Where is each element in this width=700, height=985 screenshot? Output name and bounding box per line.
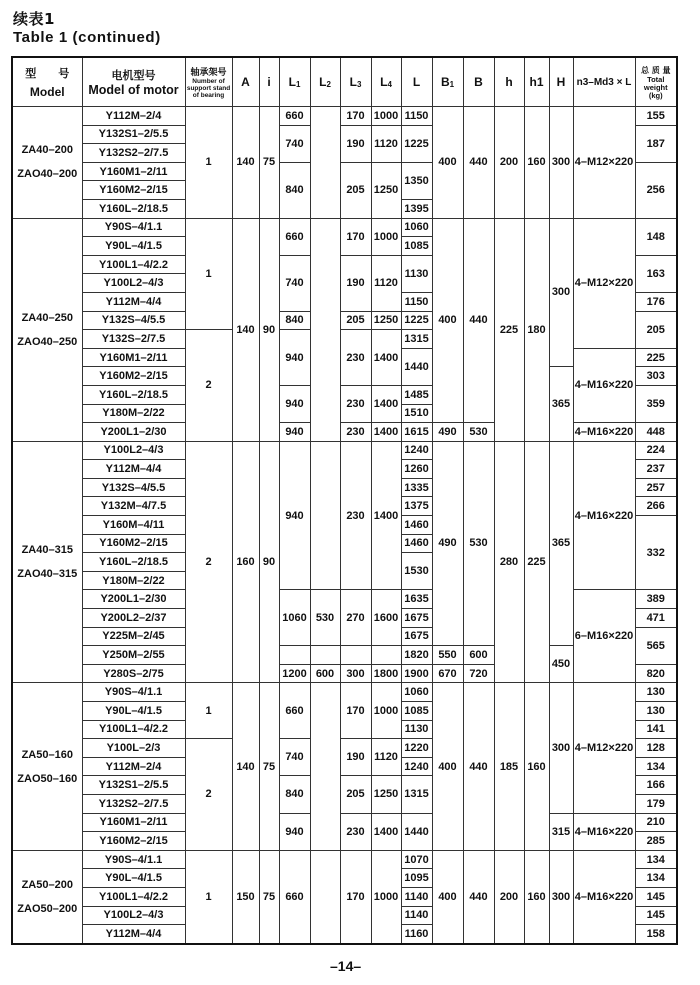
l1-cell: 940 [279, 441, 310, 590]
table-header-row [12, 57, 677, 107]
a-cell: 150 [232, 850, 259, 943]
motor-model-cell: Y200L1–2/30 [82, 590, 185, 609]
b1-cell: 400 [432, 683, 463, 850]
b-cell: 530 [463, 441, 494, 646]
l3-cell: 170 [340, 683, 371, 739]
h-cell: 300 [549, 218, 573, 367]
l1-cell: 660 [279, 683, 310, 739]
motor-model-cell: Y132S2–2/7.5 [82, 144, 185, 163]
header-L2: $L_2$ [310, 57, 340, 107]
motor-model-cell: Y160M1–2/11 [82, 348, 185, 367]
w-cell: 266 [635, 497, 677, 516]
b1-cell: 400 [432, 850, 463, 943]
h-cell: 365 [549, 367, 573, 441]
l-cell: 1675 [401, 627, 432, 646]
l2-cell [310, 646, 340, 665]
l4-cell: 1400 [371, 423, 401, 442]
header-total-weight: 总 质 量 Total weight (kg) [635, 57, 677, 107]
l3-cell: 190 [340, 255, 371, 311]
motor-model-cell: Y112M–2/4 [82, 757, 185, 776]
b1-cell: 490 [432, 423, 463, 442]
motor-model-cell: Y90S–4/1.1 [82, 218, 185, 237]
l-cell: 1225 [401, 125, 432, 162]
l3-cell: 230 [340, 813, 371, 850]
h-cell: 185 [494, 683, 524, 850]
specification-table [11, 56, 678, 945]
w-cell: 155 [635, 107, 677, 126]
b-cell: 440 [463, 850, 494, 943]
l4-cell: 1120 [371, 255, 401, 311]
motor-model-cell: Y132S–4/5.5 [82, 311, 185, 330]
l1-cell: 940 [279, 813, 310, 850]
h-cell: 450 [549, 646, 573, 683]
motor-model-cell: Y112M–4/4 [82, 925, 185, 944]
w-cell: 134 [635, 757, 677, 776]
l-cell: 1460 [401, 534, 432, 553]
h-cell: 200 [494, 107, 524, 219]
bearing-cell: 1 [185, 218, 232, 330]
w-cell: 145 [635, 887, 677, 906]
l-cell: 1315 [401, 776, 432, 813]
motor-model-cell: Y100L1–4/2.2 [82, 720, 185, 739]
l2-cell [310, 218, 340, 441]
h-cell: 300 [549, 683, 573, 813]
l1-cell: 660 [279, 850, 310, 943]
l4-cell: 1000 [371, 850, 401, 943]
table-row [12, 423, 677, 442]
motor-model-cell: Y160M1–2/11 [82, 162, 185, 181]
n3-cell: 4–M12×220 [573, 683, 635, 813]
model-name: ZA50–160 [21, 748, 73, 761]
h1-cell: 225 [524, 441, 549, 683]
l-cell: 1160 [401, 925, 432, 944]
l3-cell: 170 [340, 850, 371, 943]
l4-cell: 1400 [371, 813, 401, 850]
model-cell [12, 850, 82, 943]
l1-cell: 840 [279, 311, 310, 330]
l-cell: 1900 [401, 664, 432, 683]
l3-cell: 170 [340, 218, 371, 255]
header-model: 型 号 Model [12, 57, 82, 107]
l1-cell: 740 [279, 125, 310, 162]
bearing-cell: 2 [185, 441, 232, 683]
motor-model-cell: Y180M–2/22 [82, 404, 185, 423]
motor-model-cell: Y200L1–2/30 [82, 423, 185, 442]
l-cell: 1240 [401, 757, 432, 776]
motor-model-cell: Y112M–2/4 [82, 107, 185, 126]
table-row [12, 850, 677, 869]
header-L4: $L_4$ [371, 57, 401, 107]
motor-model-cell: Y100L1–4/2.2 [82, 255, 185, 274]
model-name: ZAO40–315 [17, 568, 78, 581]
table-row [12, 107, 677, 126]
l-cell: 1150 [401, 107, 432, 126]
l-cell: 1335 [401, 478, 432, 497]
motor-model-cell: Y100L2–4/3 [82, 441, 185, 460]
model-name: ZA50–200 [21, 878, 73, 891]
header-B1: $B_1$ [432, 57, 463, 107]
motor-model-cell: Y250M–2/55 [82, 646, 185, 665]
bearing-cell: 2 [185, 330, 232, 442]
l3-cell: 170 [340, 107, 371, 126]
l-cell: 1240 [401, 441, 432, 460]
l4-cell: 1250 [371, 776, 401, 813]
w-cell: 303 [635, 367, 677, 386]
header-B: B [463, 57, 494, 107]
l3-cell: 230 [340, 330, 371, 386]
l-cell: 1130 [401, 255, 432, 292]
table-row [12, 441, 677, 460]
table-row [12, 590, 677, 609]
header-bearing-stand: 轴承架号 Number of support stand of bearing [185, 57, 232, 107]
l-cell: 1070 [401, 850, 432, 869]
motor-model-cell: Y90L–4/1.5 [82, 869, 185, 888]
l-cell: 1440 [401, 348, 432, 385]
w-cell: 179 [635, 794, 677, 813]
motor-model-cell: Y225M–2/45 [82, 627, 185, 646]
l4-cell [371, 646, 401, 665]
table-row [12, 683, 677, 702]
i-cell: 90 [259, 441, 279, 683]
b-cell: 440 [463, 683, 494, 850]
l-cell: 1060 [401, 218, 432, 237]
b-cell: 440 [463, 107, 494, 219]
l1-cell: 740 [279, 739, 310, 776]
a-cell: 140 [232, 218, 259, 441]
motor-model-cell: Y100L–2/3 [82, 739, 185, 758]
header-i: i [259, 57, 279, 107]
w-cell: 285 [635, 832, 677, 851]
w-cell: 332 [635, 516, 677, 590]
l3-cell: 300 [340, 664, 371, 683]
l1-cell: 740 [279, 255, 310, 311]
a-cell: 140 [232, 107, 259, 219]
w-cell: 359 [635, 385, 677, 422]
w-cell: 205 [635, 311, 677, 348]
h1-cell: 160 [524, 850, 549, 943]
motor-model-cell: Y132S2–2/7.5 [82, 794, 185, 813]
l-cell: 1085 [401, 237, 432, 256]
header-A: A [232, 57, 259, 107]
model-name: ZAO40–250 [17, 335, 78, 348]
w-cell: 224 [635, 441, 677, 460]
b-cell: 440 [463, 218, 494, 423]
l4-cell: 1000 [371, 107, 401, 126]
l4-cell: 1600 [371, 590, 401, 646]
w-cell: 166 [635, 776, 677, 795]
l2-cell [310, 683, 340, 850]
l-cell: 1095 [401, 869, 432, 888]
l2-cell [310, 441, 340, 590]
w-cell: 145 [635, 906, 677, 925]
motor-model-cell: Y160M–4/11 [82, 516, 185, 535]
n3-cell: 4–M16×220 [573, 813, 635, 850]
l-cell: 1150 [401, 292, 432, 311]
header-bolts: n3–Md3 × L [573, 57, 635, 107]
bearing-cell: 2 [185, 739, 232, 851]
b1-cell: 490 [432, 441, 463, 646]
l4-cell: 1000 [371, 683, 401, 739]
n3-cell: 4–M12×220 [573, 218, 635, 348]
page-number: –14– [330, 958, 362, 974]
w-cell: 130 [635, 702, 677, 721]
l4-cell: 1000 [371, 218, 401, 255]
b-cell: 600 [463, 646, 494, 665]
w-cell: 158 [635, 925, 677, 944]
motor-model-cell: Y90S–4/1.1 [82, 850, 185, 869]
a-cell: 140 [232, 683, 259, 850]
motor-model-cell: Y90S–4/1.1 [82, 683, 185, 702]
model-name: ZAO50–160 [17, 772, 78, 785]
l3-cell: 205 [340, 776, 371, 813]
table-title-chinese: 续表1 [13, 10, 55, 28]
i-cell: 75 [259, 683, 279, 850]
motor-model-cell: Y160M2–2/15 [82, 832, 185, 851]
table-title-english: Table 1 (continued) [13, 29, 161, 46]
motor-model-cell: Y180M–2/22 [82, 571, 185, 590]
b-cell: 720 [463, 664, 494, 683]
l-cell: 1225 [401, 311, 432, 330]
l-cell: 1510 [401, 404, 432, 423]
motor-model-cell: Y132M–4/7.5 [82, 497, 185, 516]
motor-model-cell: Y132S1–2/5.5 [82, 125, 185, 144]
l-cell: 1635 [401, 590, 432, 609]
table-row [12, 813, 677, 832]
motor-model-cell: Y160M2–2/15 [82, 534, 185, 553]
h-cell: 225 [494, 218, 524, 441]
l4-cell: 1250 [371, 311, 401, 330]
l-cell: 1130 [401, 720, 432, 739]
l-cell: 1220 [401, 739, 432, 758]
i-cell: 75 [259, 850, 279, 943]
motor-model-cell: Y160M2–2/15 [82, 181, 185, 200]
l4-cell: 1250 [371, 162, 401, 218]
h-cell: 280 [494, 441, 524, 683]
l1-cell: 1200 [279, 664, 310, 683]
l1-cell: 940 [279, 423, 310, 442]
l3-cell: 205 [340, 311, 371, 330]
l3-cell: 270 [340, 590, 371, 646]
motor-model-cell: Y90L–4/1.5 [82, 702, 185, 721]
l3-cell: 190 [340, 125, 371, 162]
model-cell [12, 441, 82, 683]
model-cell [12, 683, 82, 850]
bearing-cell: 1 [185, 683, 232, 739]
h-cell: 365 [549, 441, 573, 646]
l2-cell: 530 [310, 590, 340, 646]
motor-model-cell: Y100L2–4/3 [82, 274, 185, 293]
l4-cell: 1120 [371, 739, 401, 776]
motor-model-cell: Y132S–4/5.5 [82, 478, 185, 497]
h1-cell: 160 [524, 683, 549, 850]
motor-model-cell: Y200L2–2/37 [82, 609, 185, 628]
motor-model-cell: Y160L–2/18.5 [82, 385, 185, 404]
model-name: ZAO50–200 [17, 902, 78, 915]
n3-cell: 4–M16×220 [573, 348, 635, 422]
header-H: H [549, 57, 573, 107]
n3-cell: 4–M12×220 [573, 107, 635, 219]
b-cell: 530 [463, 423, 494, 442]
motor-model-cell: Y132S1–2/5.5 [82, 776, 185, 795]
w-cell: 176 [635, 292, 677, 311]
header-L3: $L_3$ [340, 57, 371, 107]
l4-cell: 1120 [371, 125, 401, 162]
l-cell: 1350 [401, 162, 432, 199]
l3-cell [340, 646, 371, 665]
i-cell: 75 [259, 107, 279, 219]
motor-model-cell: Y160M2–2/15 [82, 367, 185, 386]
l2-cell [310, 850, 340, 943]
l-cell: 1485 [401, 385, 432, 404]
w-cell: 134 [635, 869, 677, 888]
n3-cell: 4–M16×220 [573, 441, 635, 590]
l-cell: 1140 [401, 906, 432, 925]
l3-cell: 205 [340, 162, 371, 218]
l-cell: 1085 [401, 702, 432, 721]
model-name: ZA40–200 [21, 144, 73, 157]
l-cell: 1315 [401, 330, 432, 349]
w-cell: 134 [635, 850, 677, 869]
b1-cell: 550 [432, 646, 463, 665]
table-body [12, 107, 677, 944]
l-cell: 1395 [401, 199, 432, 218]
w-cell: 471 [635, 609, 677, 628]
header-L1: $L_1$ [279, 57, 310, 107]
l-cell: 1060 [401, 683, 432, 702]
w-cell: 237 [635, 460, 677, 479]
l1-cell: 940 [279, 385, 310, 422]
model-name: ZA40–250 [21, 311, 73, 324]
l3-cell: 230 [340, 423, 371, 442]
l4-cell: 1400 [371, 441, 401, 590]
b1-cell: 400 [432, 107, 463, 219]
l-cell: 1615 [401, 423, 432, 442]
bearing-cell: 1 [185, 107, 232, 219]
header-motor-model: 电机型号 Model of motor [82, 57, 185, 107]
w-cell: 448 [635, 423, 677, 442]
model-cell [12, 107, 82, 219]
l3-cell: 230 [340, 441, 371, 590]
a-cell: 160 [232, 441, 259, 683]
n3-cell: 6–M16×220 [573, 590, 635, 683]
w-cell: 148 [635, 218, 677, 255]
l-cell: 1375 [401, 497, 432, 516]
w-cell: 163 [635, 255, 677, 292]
model-name: ZA40–315 [21, 544, 73, 557]
motor-model-cell: Y100L1–4/2.2 [82, 887, 185, 906]
header-h1: h1 [524, 57, 549, 107]
w-cell: 187 [635, 125, 677, 162]
motor-model-cell: Y112M–4/4 [82, 460, 185, 479]
motor-model-cell: Y132S–2/7.5 [82, 330, 185, 349]
w-cell: 128 [635, 739, 677, 758]
motor-model-cell: Y90L–4/1.5 [82, 237, 185, 256]
w-cell: 820 [635, 664, 677, 683]
w-cell: 257 [635, 478, 677, 497]
l1-cell [279, 646, 310, 665]
h-cell: 200 [494, 850, 524, 943]
w-cell: 130 [635, 683, 677, 702]
h-cell: 300 [549, 107, 573, 219]
h-cell: 300 [549, 850, 573, 943]
w-cell: 256 [635, 162, 677, 218]
b1-cell: 670 [432, 664, 463, 683]
l3-cell: 230 [340, 385, 371, 422]
w-cell: 389 [635, 590, 677, 609]
b1-cell: 400 [432, 218, 463, 423]
l1-cell: 840 [279, 776, 310, 813]
w-cell: 565 [635, 627, 677, 664]
motor-model-cell: Y112M–4/4 [82, 292, 185, 311]
header-L: L [401, 57, 432, 107]
l-cell: 1820 [401, 646, 432, 665]
l1-cell: 660 [279, 107, 310, 126]
l1-cell: 940 [279, 330, 310, 386]
model-cell [12, 218, 82, 441]
w-cell: 210 [635, 813, 677, 832]
model-name: ZAO40–200 [17, 168, 78, 181]
header-h: h [494, 57, 524, 107]
l-cell: 1460 [401, 516, 432, 535]
n3-cell: 4–M16×220 [573, 423, 635, 442]
l3-cell: 190 [340, 739, 371, 776]
h1-cell: 160 [524, 107, 549, 219]
motor-model-cell: Y160L–2/18.5 [82, 199, 185, 218]
l2-cell [310, 107, 340, 219]
l4-cell: 1400 [371, 385, 401, 422]
motor-model-cell: Y160L–2/18.5 [82, 553, 185, 572]
l2-cell: 600 [310, 664, 340, 683]
l1-cell: 840 [279, 162, 310, 218]
w-cell: 141 [635, 720, 677, 739]
i-cell: 90 [259, 218, 279, 441]
l1-cell: 660 [279, 218, 310, 255]
motor-model-cell: Y280S–2/75 [82, 664, 185, 683]
w-cell: 225 [635, 348, 677, 367]
h1-cell: 180 [524, 218, 549, 441]
table-row [12, 218, 677, 237]
l1-cell: 1060 [279, 590, 310, 646]
l4-cell: 1400 [371, 330, 401, 386]
h-cell: 315 [549, 813, 573, 850]
motor-model-cell: Y100L2–4/3 [82, 906, 185, 925]
n3-cell: 4–M16×220 [573, 850, 635, 943]
motor-model-cell: Y160M1–2/11 [82, 813, 185, 832]
l4-cell: 1800 [371, 664, 401, 683]
l-cell: 1530 [401, 553, 432, 590]
l-cell: 1260 [401, 460, 432, 479]
l-cell: 1140 [401, 887, 432, 906]
bearing-cell: 1 [185, 850, 232, 943]
l-cell: 1675 [401, 609, 432, 628]
l-cell: 1440 [401, 813, 432, 850]
